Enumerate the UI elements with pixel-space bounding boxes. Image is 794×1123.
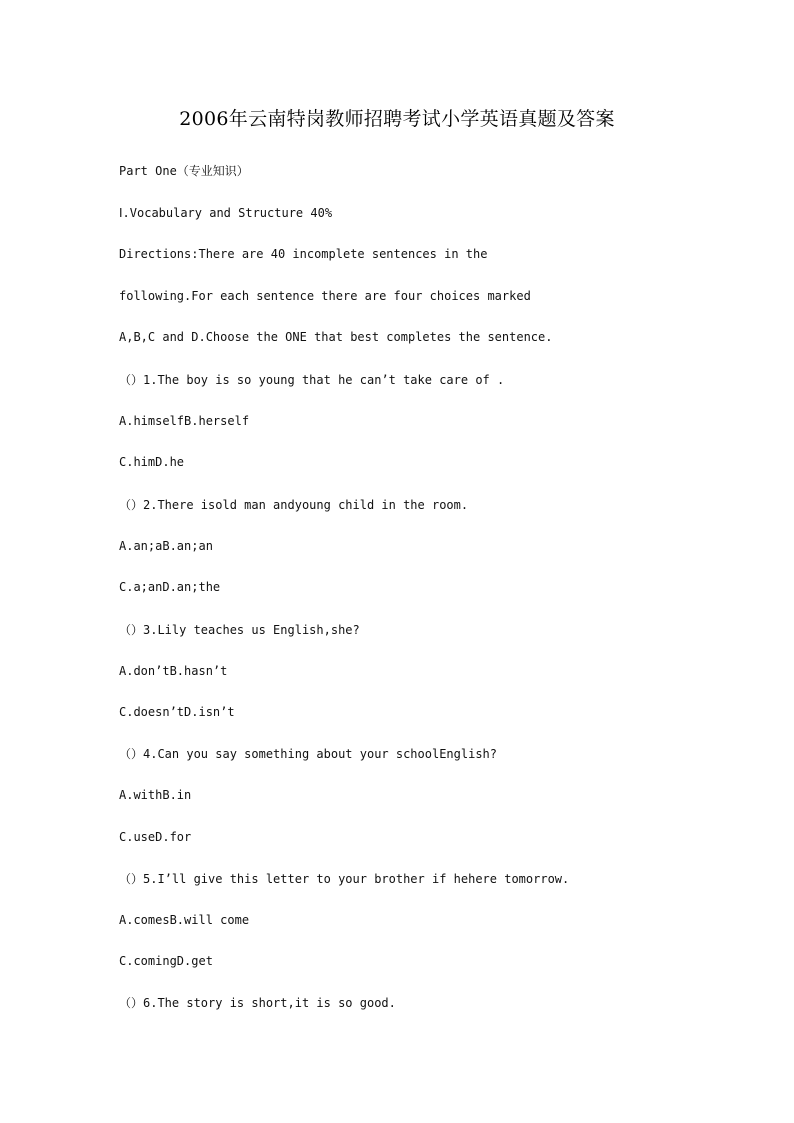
question-1-options-ab: A.himselfB.herself	[119, 414, 250, 428]
question-4-options-cd: C.useD.for	[119, 830, 192, 844]
directions-line-3: A,B,C and D.Choose the ONE that best completes the sentence.	[119, 330, 553, 344]
question-5: （）5.I’ll give this letter to your brother if hehere tomorrow.	[119, 872, 570, 886]
question-1: （）1.The boy is so young that he can’t take care of .	[119, 373, 505, 387]
section-heading-vocabulary: Ⅰ.Vocabulary and Structure 40%	[119, 206, 333, 220]
question-5-options-ab: A.comesB.will come	[119, 913, 250, 927]
question-1-options-cd: C.himD.he	[119, 455, 185, 469]
question-2-options-ab: A.an;aB.an;an	[119, 539, 213, 553]
document-title: 2006年云南特岗教师招聘考试小学英语真题及答案	[179, 108, 615, 130]
section-part-one: Part One（专业知识）	[119, 164, 249, 178]
question-3: （）3.Lily teaches us English,she?	[119, 623, 360, 637]
directions-line-2: following.For each sentence there are four choices marked	[119, 289, 531, 303]
question-5-options-cd: C.comingD.get	[119, 954, 213, 968]
question-4-options-ab: A.withB.in	[119, 788, 192, 802]
question-2-options-cd: C.a;anD.an;the	[119, 580, 221, 594]
question-3-options-cd: C.doesn’tD.isn’t	[119, 705, 235, 719]
question-2: （）2.There isold man andyoung child in the room.	[119, 498, 469, 512]
question-4: （）4.Can you say something about your schoolEnglish?	[119, 747, 498, 761]
question-3-options-ab: A.don’tB.hasn’t	[119, 664, 228, 678]
directions-line-1: Directions:There are 40 incomplete sentences in the	[119, 247, 488, 261]
question-6: （）6.The story is short,it is so good.	[119, 996, 396, 1010]
